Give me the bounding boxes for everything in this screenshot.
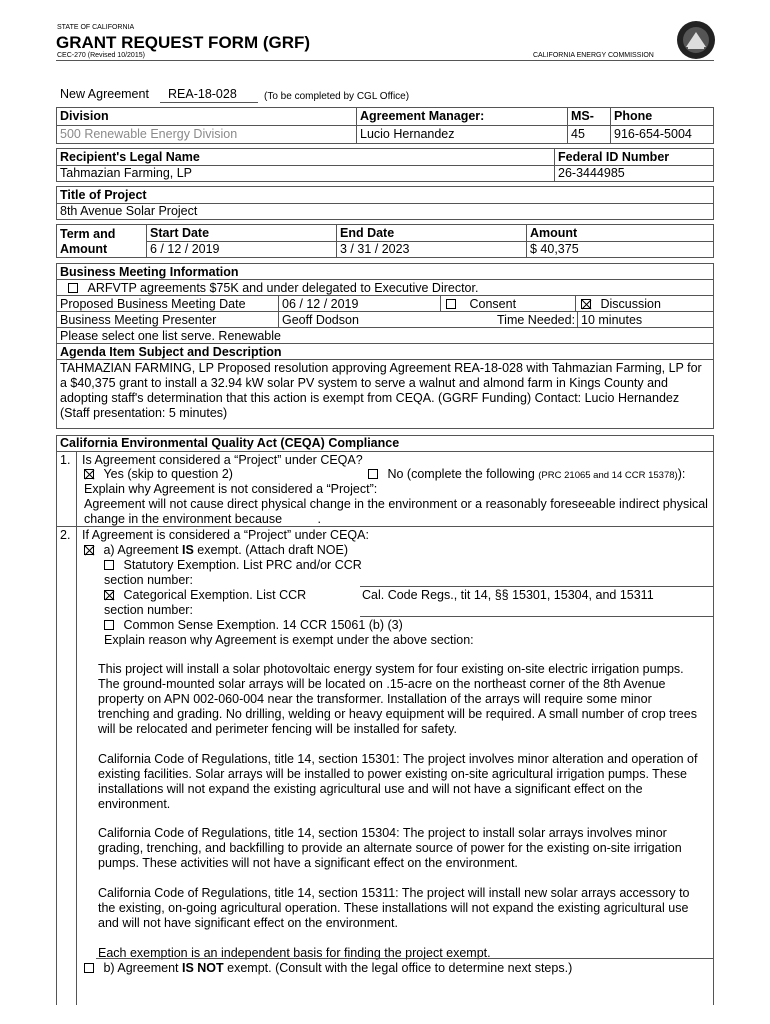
q2-question: If Agreement is considered a “Project” under CEQA: <box>82 528 369 542</box>
p1-line: This project will install a solar photovoltaic energy system for four existing on-site electric irrigation pumps. <box>98 662 684 676</box>
q1-number: 1. <box>60 453 71 467</box>
state-label: STATE OF CALIFORNIA <box>57 24 135 31</box>
presenter-value[interactable]: Geoff Dodson <box>282 313 359 327</box>
agreement-note: (To be completed by CGL Office) <box>264 91 410 102</box>
p3-line: pumps. These activities will not have a significant effect on the environment. <box>98 856 518 870</box>
agenda-title: Agenda Item Subject and Description <box>60 345 282 359</box>
ceqa-title: California Environmental Quality Act (CEQA) Compliance <box>60 436 400 450</box>
amount-col-divider <box>526 224 527 258</box>
exempt-explain-line <box>96 958 714 959</box>
end-date-value[interactable]: 3 / 31 / 2023 <box>340 242 410 256</box>
p1-line: The ground-mounted solar arrays will be located on .15-acre on the northeast corner of the 8th Avenue <box>98 677 666 691</box>
q1-no-end: ): <box>677 467 686 481</box>
exempt-paragraph-4 <box>98 886 690 931</box>
p1-line: property on APN 002-060-004 near the transformer. Installation of the arrays will require some minor <box>98 692 652 706</box>
q1-no-reference: (PRC 21065 and 14 CCR 15378) <box>538 470 678 481</box>
q2a-prefix: a) Agreement <box>103 543 182 557</box>
q2a-is: IS <box>182 543 194 557</box>
project-title-value[interactable]: 8th Avenue Solar Project <box>60 204 198 218</box>
q2a-suffix: exempt. (Attach draft NOE) <box>193 543 349 557</box>
phone-value[interactable]: 916-654-5004 <box>614 127 692 141</box>
exempt-paragraph-2 <box>98 752 697 812</box>
exempt-paragraph-1 <box>98 662 697 737</box>
recipient-name-value[interactable]: Tahmazian Farming, LP <box>60 166 193 180</box>
exempt-paragraph-5: Each exemption is an independent basis for finding the project exempt. <box>98 946 491 960</box>
term-label-line1: Term and <box>60 227 116 241</box>
phone-label: Phone <box>614 109 653 123</box>
statutory-checkbox[interactable] <box>104 560 114 570</box>
q1-no-label: No (complete the following <box>387 467 535 481</box>
agreement-number[interactable]: REA-18-028 <box>168 87 237 101</box>
agreement-manager-value[interactable]: Lucio Hernandez <box>360 127 455 141</box>
q1-no-option <box>368 467 685 483</box>
q2b-option <box>84 961 572 976</box>
categorical-section-label: section number: <box>104 603 193 617</box>
new-agreement-label: New Agreement <box>60 87 149 101</box>
list-serve[interactable]: Please select one list serve. Renewable <box>60 329 281 343</box>
discussion-checkbox[interactable] <box>581 299 591 309</box>
statutory-section-label: section number: <box>104 573 193 587</box>
exempt-paragraph-3 <box>98 826 682 871</box>
arfvtp-row <box>68 281 478 296</box>
proposed-date-label: Proposed Business Meeting Date <box>60 297 246 311</box>
ms-col-divider <box>567 107 568 144</box>
categorical-section-line <box>360 616 714 617</box>
p2-line: installations will not expand the existing agricultural use and will not have a significant effect on the <box>98 782 643 796</box>
start-date-value[interactable]: 6 / 12 / 2019 <box>150 242 220 256</box>
agenda-line-2: a $40,375 grant to install a 32.94 kW solar PV system to serve a walnut and almond farm in Kings County and <box>60 376 668 390</box>
q1-reason-text: change in the environment because <box>84 512 283 526</box>
bm-col-divider-1 <box>278 295 279 327</box>
phone-col-divider <box>610 107 611 144</box>
p2-line: existing facilities. Solar arrays will be installed to power existing on-site agricultural irrigation pumps. These <box>98 767 687 781</box>
p3-line: California Code of Regulations, title 14, section 15304: The project to install solar arrays involves minor <box>98 826 667 840</box>
q1-explain: Explain why Agreement is not considered a “Project”: <box>84 482 378 496</box>
division-label: Division <box>60 109 109 123</box>
ms-value[interactable]: 45 <box>571 127 585 141</box>
common-sense-label: Common Sense Exemption. 14 CCR 15061 (b) (3) <box>123 618 403 632</box>
agency-name: CALIFORNIA ENERGY COMMISSION <box>533 52 654 59</box>
consent-label: Consent <box>469 297 517 311</box>
agenda-line-4: (Staff presentation: 5 minutes) <box>60 406 228 420</box>
end-date-label: End Date <box>340 226 395 240</box>
division-value[interactable]: 500 Renewable Energy Division <box>60 127 238 141</box>
q1-no-checkbox[interactable] <box>368 469 378 479</box>
categorical-option <box>104 588 306 603</box>
agenda-line-3: adopting staff's determination that this action is exempt from CEQA. (GGRF Funding) Contact: Lucio Hernandez <box>60 391 680 405</box>
categorical-value[interactable]: Cal. Code Regs., tit 14, §§ 15301, 15304, and 15311 <box>362 588 654 602</box>
statutory-section-line <box>360 586 714 587</box>
p3-line: grading, trenching, and backfilling to provide an alternate source of power for the existing on-site irrigation <box>98 841 682 855</box>
recipient-col-divider <box>554 148 555 182</box>
q1-reason-end: . <box>317 512 322 526</box>
q2b-is-not: IS NOT <box>182 961 224 975</box>
p4-line: and will not have significant effect on the environment. <box>98 916 398 930</box>
division-table-rule <box>56 125 714 126</box>
q1-yes-label: Yes (skip to question 2) <box>103 467 233 481</box>
discussion-option <box>581 297 661 312</box>
time-needed-label: Time Needed: <box>497 313 576 327</box>
q2a-checkbox[interactable] <box>84 545 94 555</box>
term-table-rule <box>146 241 714 242</box>
categorical-checkbox[interactable] <box>104 590 114 600</box>
proposed-date-value[interactable]: 06 / 12 / 2019 <box>282 297 359 311</box>
p2-line: California Code of Regulations, title 14, section 15301: The project involves minor alteration and operation of <box>98 752 698 766</box>
q2b-prefix: b) Agreement <box>103 961 182 975</box>
statutory-label: Statutory Exemption. List PRC and/or CCR <box>123 558 362 572</box>
start-date-label: Start Date <box>150 226 210 240</box>
presenter-label: Business Meeting Presenter <box>60 313 217 327</box>
federal-id-value[interactable]: 26-3444985 <box>558 166 625 180</box>
ceqa-rule-1 <box>56 451 714 452</box>
seal-logo <box>676 20 716 60</box>
arfvtp-label: ARFVTP agreements $75K and under delegated to Executive Director. <box>87 281 479 295</box>
bm-col-divider-2 <box>440 295 441 311</box>
term-col-divider <box>146 224 147 258</box>
header-rule <box>56 60 714 61</box>
time-needed-value[interactable]: 10 minutes <box>581 313 643 327</box>
recipient-name-label: Recipient's Legal Name <box>60 150 200 164</box>
end-col-divider <box>336 224 337 258</box>
project-title-label: Title of Project <box>60 188 147 202</box>
q1-question: Is Agreement considered a “Project” under CEQA? <box>82 453 363 467</box>
agreement-manager-label: Agreement Manager: <box>360 109 485 123</box>
p1-line: trenching and grading. No drilling, welding or heavy equipment will be required. A small number of crop trees <box>98 707 697 721</box>
division-col-divider <box>356 107 357 144</box>
discussion-label: Discussion <box>600 297 661 311</box>
common-sense-option <box>104 618 403 633</box>
agenda-line-1: TAHMAZIAN FARMING, LP Proposed resolution approving Agreement REA-18-028 with Tahmazian Farming, LP for <box>60 361 702 375</box>
form-title: GRANT REQUEST FORM (GRF) <box>56 33 311 52</box>
p2-line: environment. <box>98 797 171 811</box>
bm-col-divider-3 <box>575 295 576 311</box>
p1-line: will be relocated and perimeter fencing will be installed for safety. <box>98 722 457 736</box>
explain-exempt-label: Explain reason why Agreement is exempt under the above section: <box>104 633 474 647</box>
p4-line: California Code of Regulations, title 14, section 15311: The project will install new solar arrays accessory to <box>98 886 690 900</box>
p4-line: the existing, on-going agricultural operation. These installations will not expand the existing agricultural use <box>98 901 689 915</box>
business-meeting-title: Business Meeting Information <box>60 265 239 279</box>
ms-label: MS- <box>571 109 594 123</box>
term-label-line2: Amount <box>60 242 108 256</box>
q1-reason-line2 <box>84 512 321 527</box>
consent-option <box>446 297 516 312</box>
consent-checkbox[interactable] <box>446 299 456 309</box>
bm-col-divider-4 <box>577 311 578 327</box>
arfvtp-checkbox[interactable] <box>68 283 78 293</box>
q2a-option <box>84 543 348 558</box>
federal-id-label: Federal ID Number <box>558 150 670 164</box>
amount-value[interactable]: $ 40,375 <box>530 242 579 256</box>
agreement-number-underline <box>160 102 258 103</box>
statutory-option <box>104 558 362 573</box>
categorical-label: Categorical Exemption. List CCR <box>123 588 307 602</box>
q1-yes-checkbox[interactable] <box>84 469 94 479</box>
q1-reason-line1: Agreement will not cause direct physical change in the environment or a reasonably foreseeable indirect physical <box>84 497 708 511</box>
q2b-suffix: exempt. (Consult with the legal office to determine next steps.) <box>223 961 573 975</box>
ceqa-num-col-divider <box>76 451 77 1005</box>
q1-yes-option <box>84 467 233 482</box>
q2-number: 2. <box>60 528 71 542</box>
q2b-checkbox[interactable] <box>84 963 94 973</box>
form-number: CEC-270 (Revised 10/2015) <box>57 52 145 59</box>
amount-label: Amount <box>530 226 578 240</box>
common-sense-checkbox[interactable] <box>104 620 114 630</box>
